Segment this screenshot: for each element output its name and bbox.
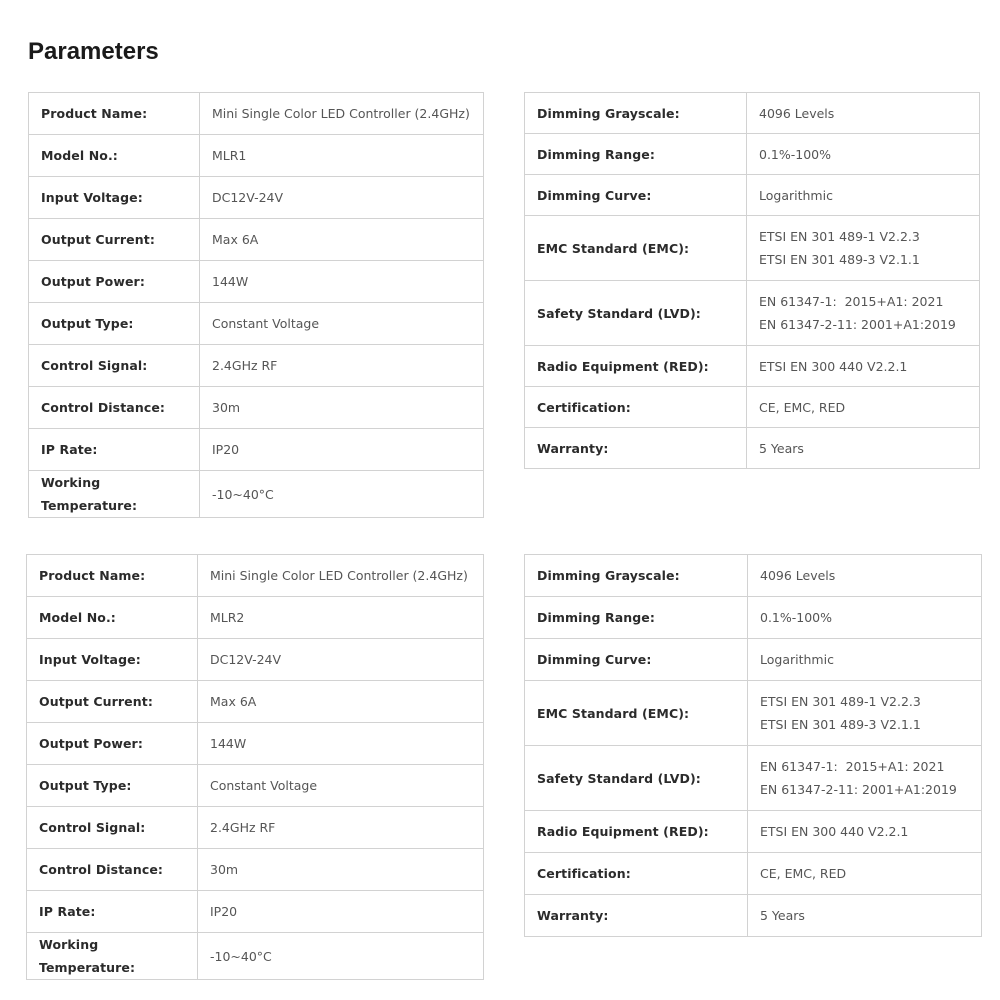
table-row xyxy=(27,555,484,597)
spec-value: 30m xyxy=(200,387,484,429)
spec-value: 4096 Levels xyxy=(747,93,980,134)
spec-label: Output Type: xyxy=(27,765,198,807)
spec-value: MLR2 xyxy=(198,597,484,639)
spec-table-mlr2-general xyxy=(26,554,484,980)
spec-value: CE, EMC, RED xyxy=(748,853,982,895)
spec-value: 0.1%-100% xyxy=(747,134,980,175)
spec-value: 2.4GHz RF xyxy=(198,807,484,849)
spec-value: 144W xyxy=(198,723,484,765)
spec-value: IP20 xyxy=(198,891,484,933)
spec-label: Output Power: xyxy=(27,723,198,765)
table-row xyxy=(29,303,484,345)
spec-value: Logarithmic xyxy=(748,639,982,681)
spec-value-line: ETSI EN 301 489-1 V2.2.3 xyxy=(760,694,921,709)
spec-value xyxy=(747,281,980,346)
spec-value: IP20 xyxy=(200,429,484,471)
spec-label: Dimming Range: xyxy=(525,597,748,639)
table-row xyxy=(525,597,982,639)
spec-label: Output Power: xyxy=(29,261,200,303)
spec-value: 5 Years xyxy=(748,895,982,937)
spec-value: DC12V-24V xyxy=(198,639,484,681)
table-row xyxy=(525,346,980,387)
spec-label: Control Signal: xyxy=(27,807,198,849)
spec-value: Constant Voltage xyxy=(200,303,484,345)
table-row xyxy=(525,853,982,895)
spec-table-mlr1-dimming xyxy=(524,92,980,469)
spec-value-line: EN 61347-1: 2015+A1: 2021 xyxy=(760,759,945,774)
spec-label: Safety Standard (LVD): xyxy=(525,281,747,346)
page-title: Parameters xyxy=(28,38,159,65)
spec-value-line: EN 61347-1: 2015+A1: 2021 xyxy=(759,294,944,309)
spec-label: Warranty: xyxy=(525,428,747,469)
spec-label: EMC Standard (EMC): xyxy=(525,216,747,281)
spec-label: Certification: xyxy=(525,853,748,895)
table-row xyxy=(29,135,484,177)
spec-table-mlr2-dimming xyxy=(524,554,982,937)
spec-value: 144W xyxy=(200,261,484,303)
spec-label: EMC Standard (EMC): xyxy=(525,681,748,746)
spec-value: Max 6A xyxy=(198,681,484,723)
spec-label: Dimming Grayscale: xyxy=(525,93,747,134)
table-row xyxy=(29,177,484,219)
spec-label: Certification: xyxy=(525,387,747,428)
spec-value: -10~40°C xyxy=(198,933,484,980)
spec-value xyxy=(747,216,980,281)
table-row xyxy=(29,471,484,518)
spec-label: Control Signal: xyxy=(29,345,200,387)
table-row xyxy=(525,428,980,469)
table-row xyxy=(27,891,484,933)
spec-label: Product Name: xyxy=(29,93,200,135)
spec-label: Control Distance: xyxy=(27,849,198,891)
spec-value: ETSI EN 300 440 V2.2.1 xyxy=(747,346,980,387)
table-row xyxy=(27,639,484,681)
spec-value: Mini Single Color LED Controller (2.4GHz) xyxy=(198,555,484,597)
spec-value-line: ETSI EN 301 489-3 V2.1.1 xyxy=(759,252,920,267)
spec-label: Output Current: xyxy=(27,681,198,723)
table-row xyxy=(27,849,484,891)
table-row xyxy=(29,387,484,429)
table-row xyxy=(525,93,980,134)
spec-label: Dimming Grayscale: xyxy=(525,555,748,597)
spec-value: ETSI EN 300 440 V2.2.1 xyxy=(748,811,982,853)
table-row xyxy=(525,895,982,937)
table-row xyxy=(27,597,484,639)
spec-value xyxy=(748,681,982,746)
spec-label: Working Temperature: xyxy=(27,933,198,980)
spec-value: 0.1%-100% xyxy=(748,597,982,639)
spec-label: Safety Standard (LVD): xyxy=(525,746,748,811)
table-row xyxy=(525,681,982,746)
spec-value: 5 Years xyxy=(747,428,980,469)
table-row xyxy=(29,261,484,303)
spec-label: Dimming Curve: xyxy=(525,639,748,681)
spec-value-line: EN 61347-2-11: 2001+A1:2019 xyxy=(760,782,957,797)
spec-table-mlr1-general xyxy=(28,92,484,518)
table-row xyxy=(27,765,484,807)
spec-label: Input Voltage: xyxy=(29,177,200,219)
table-row xyxy=(27,681,484,723)
spec-value: Max 6A xyxy=(200,219,484,261)
table-row xyxy=(525,555,982,597)
table-row xyxy=(27,933,484,980)
table-row xyxy=(525,175,980,216)
table-row xyxy=(525,216,980,281)
spec-value: Constant Voltage xyxy=(198,765,484,807)
table-row xyxy=(525,639,982,681)
spec-label: Model No.: xyxy=(29,135,200,177)
table-row xyxy=(29,93,484,135)
spec-label: Radio Equipment (RED): xyxy=(525,346,747,387)
spec-value: 4096 Levels xyxy=(748,555,982,597)
spec-value: Logarithmic xyxy=(747,175,980,216)
table-row xyxy=(525,746,982,811)
spec-label: Working Temperature: xyxy=(29,471,200,518)
table-row xyxy=(29,219,484,261)
spec-value: CE, EMC, RED xyxy=(747,387,980,428)
spec-label: Dimming Range: xyxy=(525,134,747,175)
spec-label: IP Rate: xyxy=(27,891,198,933)
spec-label: Output Current: xyxy=(29,219,200,261)
table-row xyxy=(525,387,980,428)
spec-value: MLR1 xyxy=(200,135,484,177)
table-row xyxy=(525,811,982,853)
spec-label: Radio Equipment (RED): xyxy=(525,811,748,853)
spec-value-line: EN 61347-2-11: 2001+A1:2019 xyxy=(759,317,956,332)
table-row xyxy=(525,134,980,175)
spec-label: IP Rate: xyxy=(29,429,200,471)
spec-label: Output Type: xyxy=(29,303,200,345)
spec-value xyxy=(748,746,982,811)
spec-value: Mini Single Color LED Controller (2.4GHz) xyxy=(200,93,484,135)
table-row xyxy=(525,281,980,346)
spec-label: Input Voltage: xyxy=(27,639,198,681)
table-row xyxy=(29,345,484,387)
spec-label: Product Name: xyxy=(27,555,198,597)
spec-value: DC12V-24V xyxy=(200,177,484,219)
spec-label: Warranty: xyxy=(525,895,748,937)
spec-value: 30m xyxy=(198,849,484,891)
spec-label: Dimming Curve: xyxy=(525,175,747,216)
table-row xyxy=(27,723,484,765)
table-row xyxy=(27,807,484,849)
spec-value-line: ETSI EN 301 489-1 V2.2.3 xyxy=(759,229,920,244)
spec-label: Model No.: xyxy=(27,597,198,639)
spec-value: 2.4GHz RF xyxy=(200,345,484,387)
spec-value: -10~40°C xyxy=(200,471,484,518)
spec-value-line: ETSI EN 301 489-3 V2.1.1 xyxy=(760,717,921,732)
spec-label: Control Distance: xyxy=(29,387,200,429)
table-row xyxy=(29,429,484,471)
